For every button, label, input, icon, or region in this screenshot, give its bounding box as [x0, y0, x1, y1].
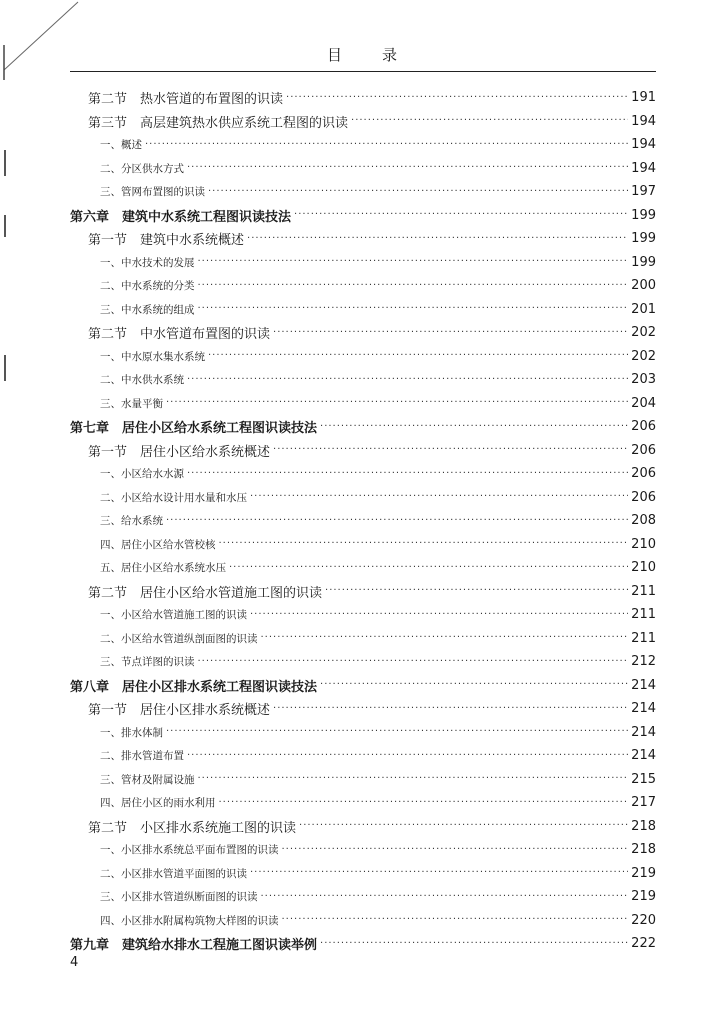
- toc-entry-title: 第二节 居住小区给水管道施工图的识读: [88, 585, 323, 601]
- toc-entry-page: 206: [631, 489, 656, 505]
- toc-section: [70, 697, 656, 721]
- toc-item: [70, 556, 656, 580]
- toc-entry-title: 二、中水供水系统: [100, 374, 184, 387]
- toc-section: [70, 815, 656, 839]
- toc-chapter: [70, 674, 656, 698]
- toc-entry-title: 二、分区供水方式: [100, 162, 184, 175]
- dot-leader: [351, 116, 628, 126]
- toc-entry-page: 214: [631, 748, 656, 764]
- toc-entry-title: 二、中水系统的分类: [100, 280, 195, 293]
- toc-chapter: [70, 415, 656, 439]
- toc-item: [70, 838, 656, 862]
- toc-entry-page: 201: [631, 301, 656, 317]
- scan-edge-mark: [4, 150, 6, 176]
- toc-entry-title: 四、居住小区给水管校核: [100, 538, 216, 551]
- toc-entry-title: 三、给水系统: [100, 515, 163, 528]
- toc-entry-title: 二、小区给水管道纵剖面图的识读: [100, 632, 258, 645]
- table-of-contents: [70, 86, 656, 956]
- scan-edge-mark: [4, 355, 6, 381]
- toc-entry-page: 217: [631, 795, 656, 811]
- dot-leader: [219, 798, 629, 808]
- toc-section: [70, 227, 656, 251]
- header-rule: [70, 71, 656, 72]
- toc-entry-title: 第二节 热水管道的布置图的识读: [88, 92, 284, 108]
- toc-entry-page: 210: [631, 536, 656, 552]
- toc-entry-page: 219: [631, 865, 656, 881]
- dot-leader: [273, 704, 628, 714]
- toc-entry-page: 206: [631, 419, 656, 435]
- toc-entry-title: 第二节 中水管道布置图的识读: [88, 327, 271, 343]
- toc-item: [70, 721, 656, 745]
- toc-item: [70, 486, 656, 510]
- toc-entry-page: 214: [631, 701, 656, 717]
- toc-entry-page: 218: [631, 842, 656, 858]
- page-title: 目录: [326, 46, 437, 64]
- toc-entry-page: 211: [631, 583, 656, 599]
- page-number: 4: [70, 955, 79, 970]
- toc-item: [70, 133, 656, 157]
- dot-leader: [208, 187, 628, 197]
- toc-entry-title: 一、中水技术的发展: [100, 256, 195, 269]
- dot-leader: [320, 939, 628, 949]
- toc-entry-page: 215: [631, 771, 656, 787]
- dot-leader: [187, 751, 628, 761]
- dot-leader: [261, 633, 629, 643]
- toc-entry-title: 五、居住小区给水系统水压: [100, 562, 226, 575]
- dot-leader: [198, 774, 629, 784]
- toc-item: [70, 627, 656, 651]
- dot-leader: [325, 586, 628, 596]
- toc-entry-title: 二、小区排水管道平面图的识读: [100, 867, 247, 880]
- scan-edge-mark: [4, 215, 6, 237]
- toc-entry-title: 三、管网布置图的识读: [100, 186, 205, 199]
- dot-leader: [198, 257, 629, 267]
- toc-entry-page: 199: [631, 254, 656, 270]
- toc-entry-page: 220: [631, 912, 656, 928]
- dot-leader: [282, 845, 629, 855]
- toc-entry-title: 第六章 建筑中水系统工程图识读技法: [70, 209, 292, 225]
- toc-item: [70, 251, 656, 275]
- dot-leader: [320, 422, 628, 432]
- toc-item: [70, 650, 656, 674]
- toc-section: [70, 110, 656, 134]
- toc-entry-page: 202: [631, 325, 656, 341]
- toc-entry-page: 199: [631, 207, 656, 223]
- toc-item: [70, 368, 656, 392]
- toc-entry-title: 二、排水管道布置: [100, 750, 184, 763]
- dot-leader: [250, 492, 628, 502]
- toc-entry-page: 194: [631, 160, 656, 176]
- dot-leader: [198, 281, 629, 291]
- dot-leader: [166, 727, 628, 737]
- toc-item: [70, 180, 656, 204]
- dot-leader: [198, 304, 629, 314]
- toc-entry-page: 211: [631, 607, 656, 623]
- toc-section: [70, 86, 656, 110]
- toc-entry-title: 二、小区给水设计用水量和水压: [100, 491, 247, 504]
- toc-entry-page: 214: [631, 724, 656, 740]
- toc-entry-page: 197: [631, 184, 656, 200]
- toc-item: [70, 909, 656, 933]
- toc-entry-page: 218: [631, 818, 656, 834]
- dot-leader: [294, 210, 628, 220]
- toc-entry-page: 214: [631, 677, 656, 693]
- dot-leader: [229, 563, 628, 573]
- toc-item: [70, 509, 656, 533]
- dot-leader: [250, 868, 628, 878]
- toc-entry-page: 206: [631, 442, 656, 458]
- dot-leader: [273, 445, 628, 455]
- toc-entry-page: 204: [631, 395, 656, 411]
- dot-leader: [208, 351, 628, 361]
- toc-entry-page: 194: [631, 113, 656, 129]
- dot-leader: [187, 469, 628, 479]
- toc-entry-title: 三、管材及附属设施: [100, 773, 195, 786]
- toc-entry-title: 第三节 高层建筑热水供应系统工程图的识读: [88, 115, 349, 131]
- toc-entry-page: 206: [631, 466, 656, 482]
- toc-item: [70, 345, 656, 369]
- toc-entry-title: 第九章 建筑给水排水工程施工图识读举例: [70, 938, 318, 954]
- toc-section: [70, 580, 656, 604]
- toc-chapter: [70, 204, 656, 228]
- toc-item: [70, 462, 656, 486]
- toc-entry-title: 一、小区给水管道施工图的识读: [100, 609, 247, 622]
- toc-item: [70, 885, 656, 909]
- toc-item: [70, 533, 656, 557]
- toc-item: [70, 274, 656, 298]
- toc-entry-page: 211: [631, 630, 656, 646]
- toc-entry-title: 一、中水原水集水系统: [100, 350, 205, 363]
- toc-item: [70, 744, 656, 768]
- toc-entry-title: 一、小区给水水源: [100, 468, 184, 481]
- toc-entry-page: 202: [631, 348, 656, 364]
- dot-leader: [187, 163, 628, 173]
- dot-leader: [282, 915, 629, 925]
- toc-item: [70, 862, 656, 886]
- toc-entry-page: 203: [631, 372, 656, 388]
- toc-entry-page: 194: [631, 137, 656, 153]
- dot-leader: [299, 821, 628, 831]
- toc-item: [70, 392, 656, 416]
- toc-entry-title: 一、排水体制: [100, 726, 163, 739]
- toc-entry-page: 200: [631, 278, 656, 294]
- toc-entry-title: 第七章 居住小区给水系统工程图识读技法: [70, 421, 318, 437]
- toc-entry-page: 210: [631, 560, 656, 576]
- toc-item: [70, 768, 656, 792]
- dot-leader: [320, 680, 628, 690]
- toc-entry-title: 第二节 小区排水系统施工图的识读: [88, 820, 297, 836]
- toc-entry-title: 三、节点详图的识读: [100, 656, 195, 669]
- toc-entry-page: 199: [631, 231, 656, 247]
- toc-entry-title: 三、中水系统的组成: [100, 303, 195, 316]
- toc-entry-title: 四、小区排水附属构筑物大样图的识读: [100, 914, 279, 927]
- dot-leader: [198, 657, 629, 667]
- toc-entry-title: 一、小区排水系统总平面布置图的识读: [100, 844, 279, 857]
- toc-entry-title: 第一节 居住小区排水系统概述: [88, 703, 271, 719]
- toc-entry-title: 三、小区排水管道纵断面图的识读: [100, 891, 258, 904]
- dot-leader: [286, 93, 628, 103]
- toc-entry-title: 第一节 建筑中水系统概述: [88, 233, 245, 249]
- toc-entry-title: 三、水量平衡: [100, 397, 163, 410]
- dot-leader: [166, 516, 628, 526]
- toc-item: [70, 298, 656, 322]
- toc-entry-page: 219: [631, 889, 656, 905]
- toc-entry-page: 222: [631, 936, 656, 952]
- toc-entry-title: 第一节 居住小区给水系统概述: [88, 444, 271, 460]
- dot-leader: [166, 398, 628, 408]
- toc-entry-page: 208: [631, 513, 656, 529]
- dot-leader: [261, 892, 629, 902]
- dot-leader: [247, 234, 628, 244]
- dot-leader: [250, 610, 628, 620]
- toc-chapter: [70, 932, 656, 956]
- dot-leader: [187, 375, 628, 385]
- toc-item: [70, 791, 656, 815]
- toc-section: [70, 439, 656, 463]
- toc-entry-title: 四、居住小区的雨水利用: [100, 797, 216, 810]
- toc-entry-page: 191: [631, 90, 656, 106]
- dot-leader: [273, 328, 628, 338]
- dot-leader: [219, 539, 629, 549]
- toc-entry-page: 212: [631, 654, 656, 670]
- dot-leader: [145, 140, 628, 150]
- toc-entry-title: 第八章 居住小区排水系统工程图识读技法: [70, 679, 318, 695]
- toc-item: [70, 603, 656, 627]
- toc-section: [70, 321, 656, 345]
- toc-entry-title: 一、概述: [100, 139, 142, 152]
- toc-item: [70, 157, 656, 181]
